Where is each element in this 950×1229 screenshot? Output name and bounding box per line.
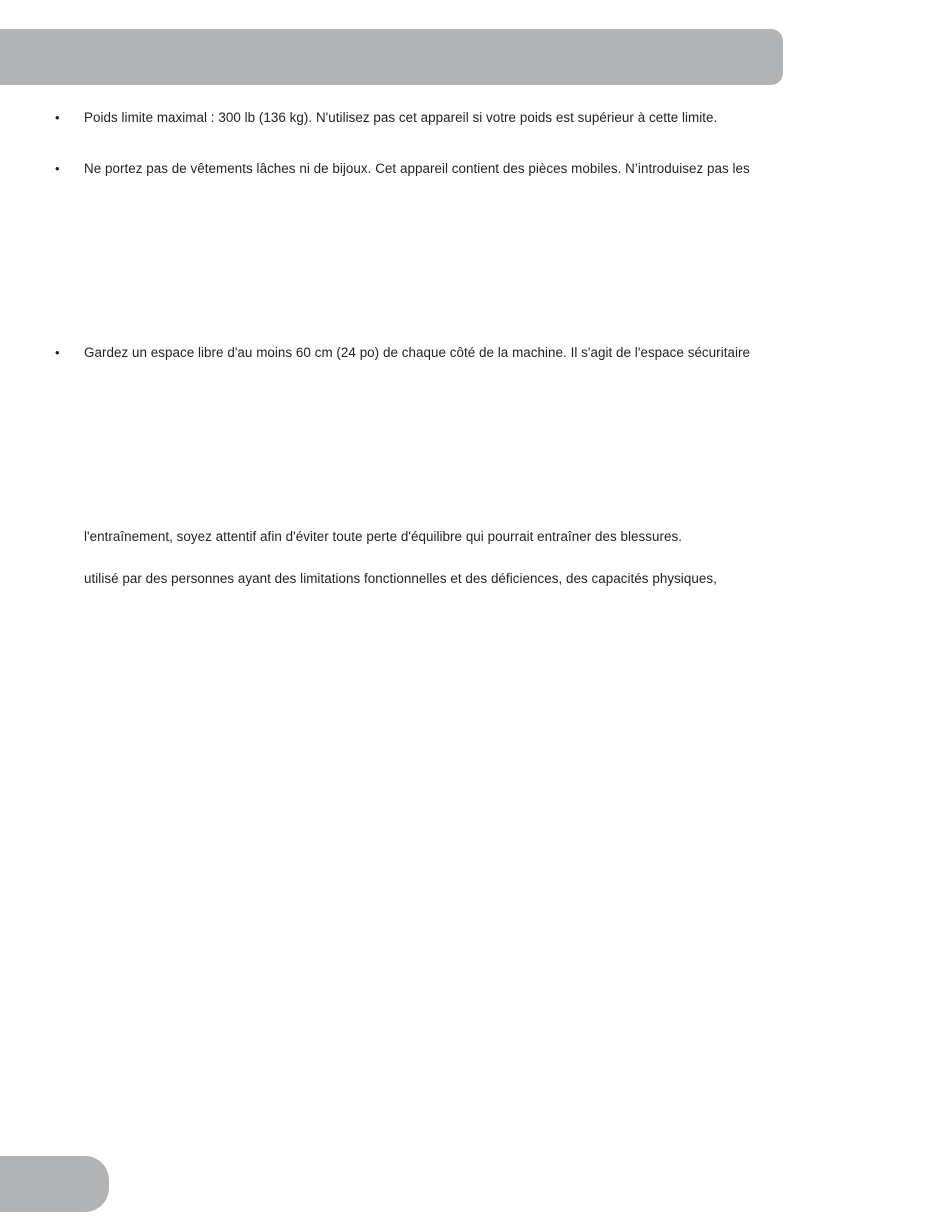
text-line-clearance: Gardez un espace libre d'au moins 60 cm (24 po) de chaque côté de la machine. Il s'agit de l'espace sécuritaire (84, 345, 751, 360)
bullet-marker: • (55, 345, 60, 360)
bullet-marker: • (55, 110, 60, 125)
text-line-limitations: utilisé par des personnes ayant des limitations fonctionnelles et des déficiences, des capacités physiques, (84, 571, 717, 586)
text-line-clothing: Ne portez pas de vêtements lâches ni de bijoux. Cet appareil contient des pièces mobiles. N’introduisez pas les (84, 161, 750, 176)
footer-page-tab (0, 1156, 109, 1212)
text-line-balance: l'entraînement, soyez attentif afin d'éviter toute perte d'équilibre qui pourrait entraîner des blessures. (84, 529, 683, 544)
bullet-marker: • (55, 161, 60, 176)
text-line-weight-limit: Poids limite maximal : 300 lb (136 kg). N'utilisez pas cet appareil si votre poids est supérieur à cette limite. (84, 110, 718, 125)
header-bar (0, 29, 783, 85)
